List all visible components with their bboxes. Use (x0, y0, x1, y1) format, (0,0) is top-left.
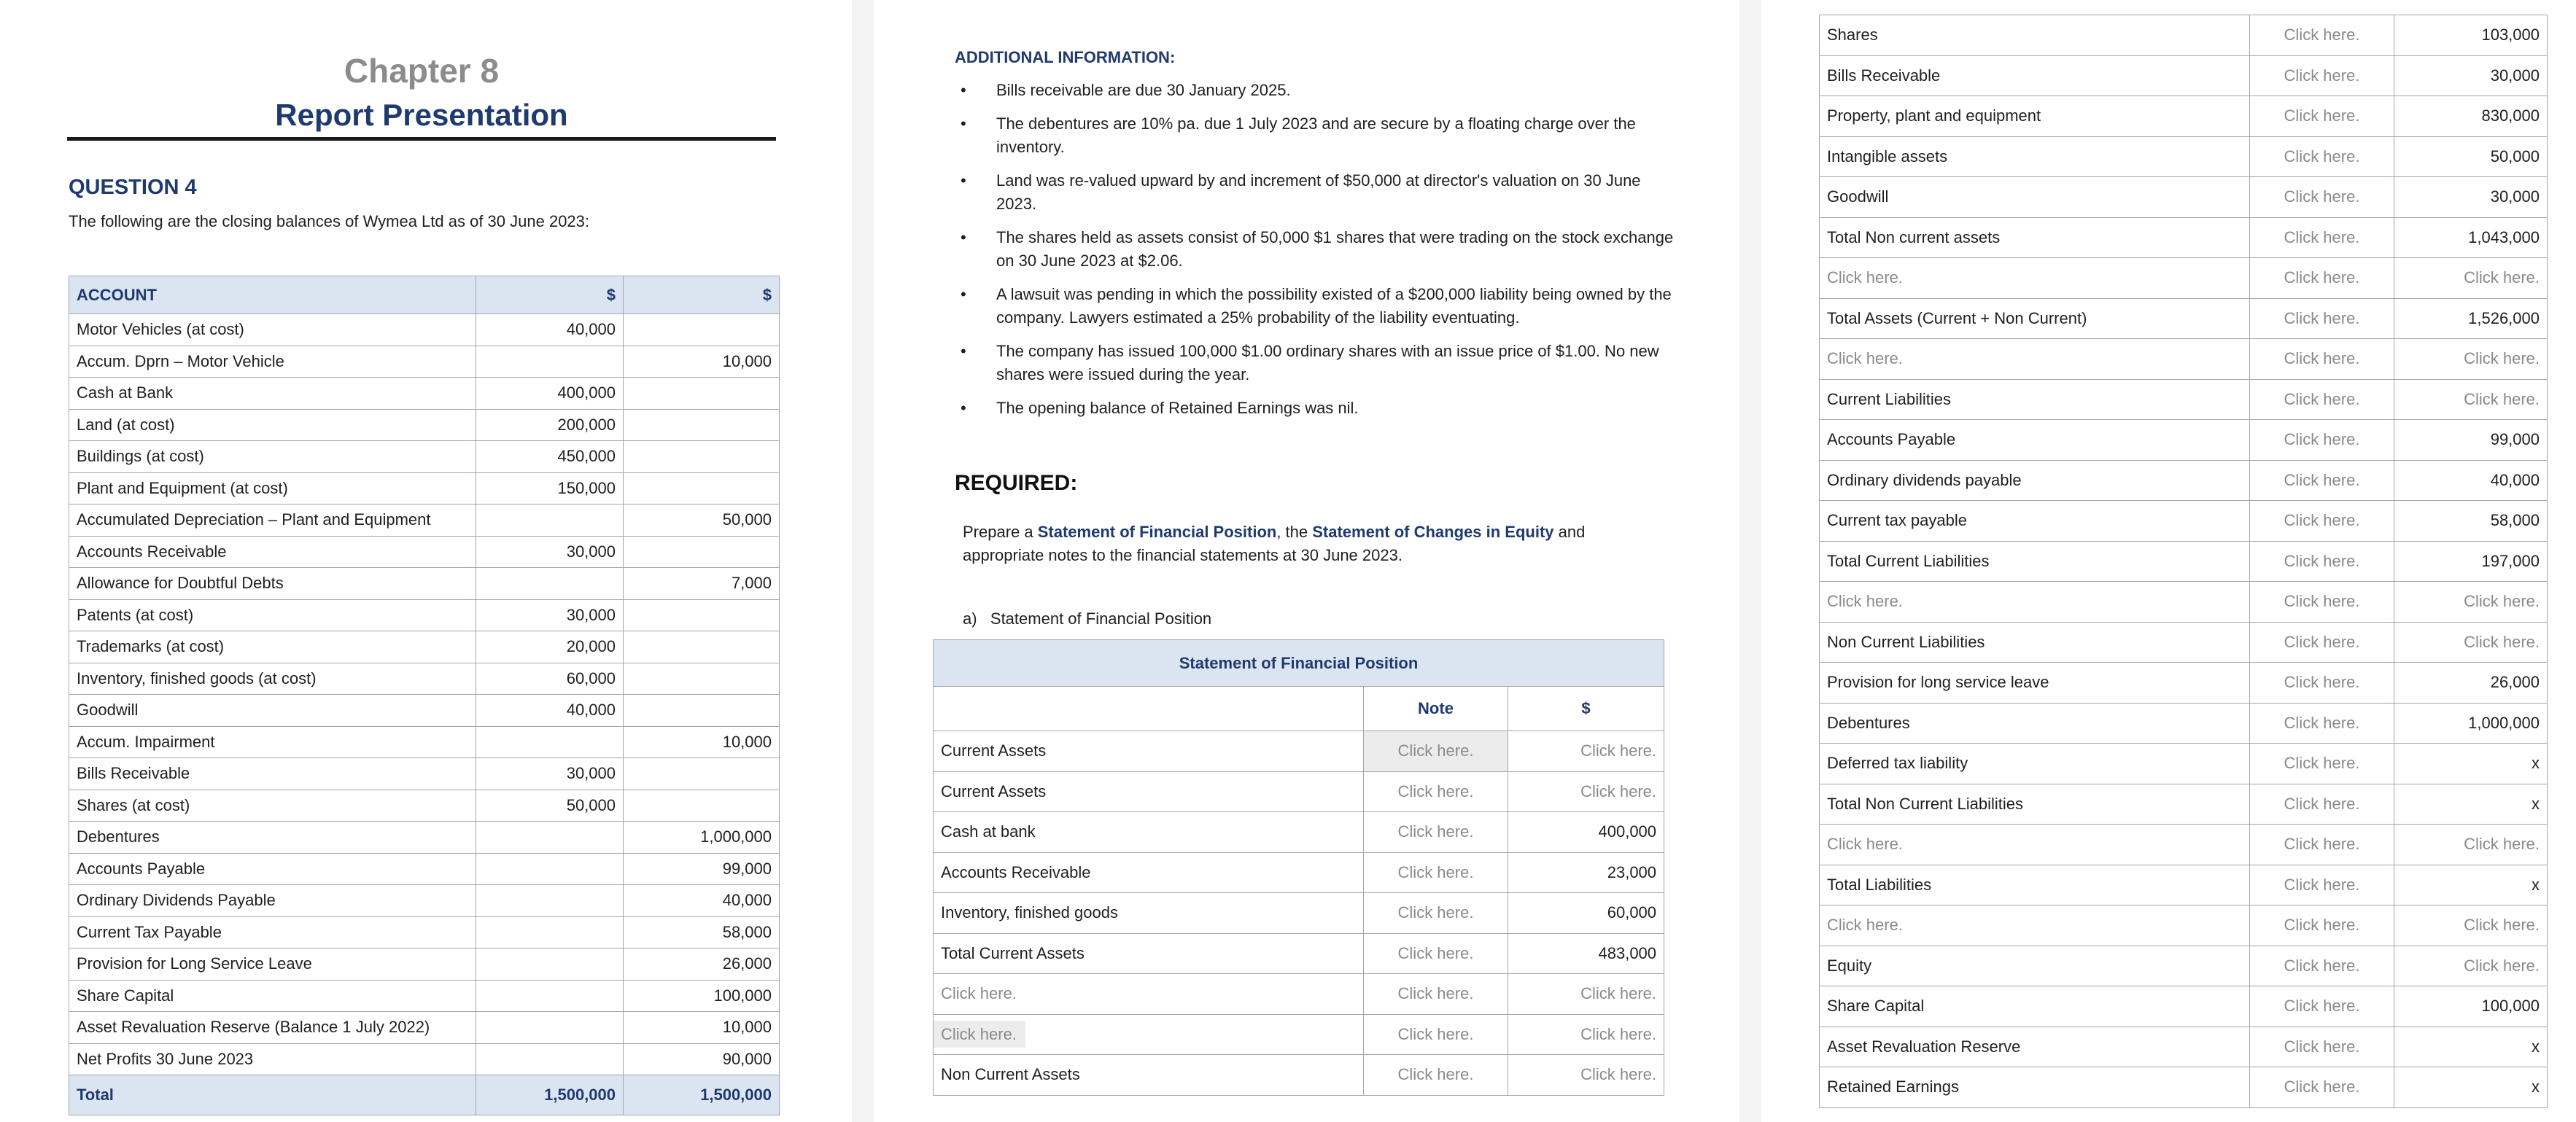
note-placeholder[interactable]: Click here. (2250, 460, 2394, 501)
table-row (69, 409, 780, 441)
line-item-label: Total Non current assets (1820, 217, 2250, 258)
debit-amount: 60,000 (476, 663, 624, 695)
account-name: Shares (at cost) (69, 790, 476, 822)
account-name: Allowance for Doubtful Debts (69, 568, 476, 600)
line-item-amount: 100,000 (2394, 986, 2548, 1027)
table-row (934, 731, 1664, 772)
credit-amount: 7,000 (624, 568, 780, 600)
line-item-label: Total Assets (Current + Non Current) (1820, 298, 2250, 339)
bullet-icon: • (961, 342, 966, 360)
note-placeholder[interactable]: Click here. (2250, 339, 2394, 380)
credit-amount (624, 599, 780, 631)
bullet-icon: • (961, 285, 966, 303)
line-item-label: Cash at bank (934, 812, 1364, 853)
note-placeholder[interactable]: Click here. (2250, 703, 2394, 744)
note-placeholder[interactable]: Click here. (2250, 501, 2394, 542)
note-placeholder[interactable]: Click here. (2250, 784, 2394, 825)
table-row (69, 631, 780, 663)
debit-amount: 30,000 (476, 599, 624, 631)
amount-placeholder[interactable]: Click here. (2394, 258, 2548, 299)
line-item-label: Share Capital (1820, 986, 2250, 1027)
note-placeholder[interactable]: Click here. (1364, 812, 1508, 853)
line-item-label: Intangible assets (1820, 136, 2250, 177)
line-item-label: Bills Receivable (1820, 55, 2250, 96)
credit-amount (624, 472, 780, 504)
note-placeholder[interactable]: Click here. (2250, 1026, 2394, 1067)
table-row (1820, 865, 2548, 905)
line-item-label: Current Assets (934, 731, 1364, 772)
amount-placeholder[interactable]: Click here. (1508, 771, 1664, 812)
table-row (1820, 744, 2548, 784)
table-row (69, 790, 780, 822)
note-placeholder[interactable]: Click here. (2250, 541, 2394, 582)
account-name: Trademarks (at cost) (69, 631, 476, 663)
credit-amount (624, 441, 780, 473)
trial-balance-table (69, 276, 780, 1115)
table-row (1820, 501, 2548, 542)
line-item-label: Ordinary dividends payable (1820, 460, 2250, 501)
account-name: Buildings (at cost) (69, 441, 476, 473)
required-text-pre: Prepare a (963, 523, 1038, 541)
line-item-amount: 23,000 (1508, 852, 1664, 893)
label-placeholder-cell[interactable] (934, 1014, 1364, 1055)
sfp-col-amount: $ (1508, 687, 1664, 731)
table-row (1820, 339, 2548, 380)
credit-amount: 58,000 (624, 916, 780, 948)
line-item-label: Current tax payable (1820, 501, 2250, 542)
credit-amount (624, 378, 780, 410)
total-credit: 1,500,000 (624, 1075, 780, 1115)
required-text-post: and appropriate notes to the financial statements at 30 June 2023. (963, 523, 1586, 564)
table-row (69, 726, 780, 758)
note-placeholder[interactable]: Click here. (2250, 582, 2394, 623)
sfp-col-blank (934, 687, 1364, 731)
info-text: The company has issued 100,000 $1.00 ordinary shares with an issue price of $1.00. No new shares were issued during the year. (996, 342, 1659, 383)
sfp-continued-table (1819, 15, 2548, 1108)
credit-amount: 90,000 (624, 1043, 780, 1075)
line-item-label: Deferred tax liability (1820, 744, 2250, 784)
line-item-label: Accounts Payable (1820, 420, 2250, 461)
table-row (69, 314, 780, 346)
table-row (69, 568, 780, 600)
credit-amount (624, 536, 780, 568)
label-placeholder[interactable]: Click here. (934, 1021, 1025, 1048)
table-row (1820, 258, 2548, 299)
line-item-label: Current Assets (934, 771, 1364, 812)
bullet-icon: • (961, 171, 966, 190)
credit-amount (624, 409, 780, 441)
line-item-amount: 1,526,000 (2394, 298, 2548, 339)
line-item-label: Non Current Assets (934, 1055, 1364, 1096)
line-item-amount: 30,000 (2394, 55, 2548, 96)
table-row (1820, 582, 2548, 623)
line-item-amount: 40,000 (2394, 460, 2548, 501)
table-row (69, 441, 780, 473)
credit-amount (624, 631, 780, 663)
line-item-amount: x (2394, 865, 2548, 905)
line-item-amount: 99,000 (2394, 420, 2548, 461)
table-row (1820, 136, 2548, 177)
line-item-label: Total Liabilities (1820, 865, 2250, 905)
list-item (955, 226, 1684, 273)
table-row (934, 974, 1664, 1015)
note-placeholder[interactable]: Click here. (1364, 933, 1508, 974)
amount-placeholder[interactable]: Click here. (2394, 339, 2548, 380)
line-item-label: Goodwill (1820, 177, 2250, 218)
amount-placeholder[interactable]: Click here. (2394, 905, 2548, 946)
table-row (1820, 177, 2548, 218)
table-row (69, 346, 780, 378)
amount-placeholder[interactable]: Click here. (2394, 622, 2548, 663)
credit-amount: 99,000 (624, 853, 780, 885)
note-placeholder[interactable]: Click here. (2250, 55, 2394, 96)
debit-amount: 400,000 (476, 378, 624, 410)
line-item-amount: 60,000 (1508, 893, 1664, 934)
credit-amount (624, 663, 780, 695)
account-name: Inventory, finished goods (at cost) (69, 663, 476, 695)
account-name: Cash at Bank (69, 378, 476, 410)
info-text: The shares held as assets consist of 50,000 $1 shares that were trading on the stock exchange on 30 June 2023 at $2.06. (996, 228, 1674, 270)
list-item (955, 340, 1684, 386)
list-item (955, 112, 1684, 159)
debit-amount: 200,000 (476, 409, 624, 441)
note-placeholder[interactable]: Click here. (2250, 217, 2394, 258)
note-placeholder[interactable]: Click here. (2250, 744, 2394, 784)
table-row (1820, 96, 2548, 137)
report-title: Report Presentation (275, 98, 568, 132)
account-name: Motor Vehicles (at cost) (69, 314, 476, 346)
debit-amount: 40,000 (476, 695, 624, 727)
sfp-col-note: Note (1364, 687, 1508, 731)
line-item-amount: 1,000,000 (2394, 703, 2548, 744)
debit-amount (476, 948, 624, 981)
account-name: Current Tax Payable (69, 916, 476, 948)
table-row (1820, 460, 2548, 501)
line-item-amount: x (2394, 1026, 2548, 1067)
label-placeholder[interactable]: Click here. (1820, 825, 2250, 865)
line-item-amount: 103,000 (2394, 15, 2548, 56)
note-placeholder[interactable]: Click here. (2250, 258, 2394, 299)
table-row (1820, 703, 2548, 744)
bullet-icon: • (961, 81, 966, 99)
line-item-amount: 1,043,000 (2394, 217, 2548, 258)
table-row (934, 1014, 1664, 1055)
info-text: Bills receivable are due 30 January 2025. (996, 81, 1291, 99)
line-item-label: Equity (1820, 946, 2250, 986)
line-item-amount: 26,000 (2394, 663, 2548, 704)
table-row (934, 933, 1664, 974)
debit-amount (476, 1012, 624, 1044)
credit-amount: 10,000 (624, 1012, 780, 1044)
list-item (955, 79, 1684, 102)
table-row (69, 853, 780, 885)
account-name: Accum. Impairment (69, 726, 476, 758)
table-row (69, 1012, 780, 1044)
debit-amount (476, 885, 624, 917)
note-placeholder[interactable]: Click here. (2250, 15, 2394, 56)
table-row (69, 599, 780, 631)
debit-amount (476, 1043, 624, 1075)
total-label: Total (69, 1075, 476, 1115)
amount-placeholder[interactable]: Click here. (2394, 825, 2548, 865)
table-row (934, 771, 1664, 812)
note-placeholder[interactable]: Click here. (1364, 893, 1508, 934)
debit-amount (476, 346, 624, 378)
sfp-column-header-row (934, 687, 1664, 731)
table-row (69, 822, 780, 854)
note-placeholder[interactable]: Click here. (2250, 946, 2394, 986)
info-text: The opening balance of Retained Earnings was nil. (996, 399, 1359, 417)
account-name: Ordinary Dividends Payable (69, 885, 476, 917)
debit-amount (476, 980, 624, 1012)
debit-amount: 40,000 (476, 314, 624, 346)
account-name: Share Capital (69, 980, 476, 1012)
list-item (955, 283, 1684, 330)
table-row (1820, 784, 2548, 825)
note-placeholder[interactable]: Click here. (2250, 986, 2394, 1027)
debit-amount: 450,000 (476, 441, 624, 473)
table-row (1820, 298, 2548, 339)
table-row (1820, 15, 2548, 56)
table-row (1820, 622, 2548, 663)
note-placeholder[interactable]: Click here. (2250, 663, 2394, 704)
table-row (69, 1043, 780, 1075)
account-name: Accounts Receivable (69, 536, 476, 568)
header-credit: $ (624, 276, 780, 314)
note-placeholder[interactable]: Click here. (2250, 298, 2394, 339)
label-placeholder[interactable]: Click here. (1820, 339, 2250, 380)
required-sce: Statement of Changes in Equity (1312, 523, 1554, 541)
debit-amount (476, 568, 624, 600)
label-placeholder[interactable]: Click here. (1820, 258, 2250, 299)
credit-amount: 100,000 (624, 980, 780, 1012)
table-row (1820, 420, 2548, 461)
table-row (934, 1055, 1664, 1096)
list-item (955, 169, 1684, 216)
table-row (1820, 663, 2548, 704)
bullet-icon: • (961, 399, 966, 417)
line-item-amount: 50,000 (2394, 136, 2548, 177)
table-row (1820, 379, 2548, 420)
info-text: Land was re-valued upward by and increment of $50,000 at director's valuation on 30 June 2023. (996, 171, 1641, 213)
line-item-amount: 58,000 (2394, 501, 2548, 542)
amount-placeholder[interactable]: Click here. (2394, 582, 2548, 623)
table-row (69, 663, 780, 695)
account-name: Accum. Dprn – Motor Vehicle (69, 346, 476, 378)
note-placeholder[interactable]: Click here. (1364, 852, 1508, 893)
required-heading: REQUIRED: (955, 471, 1078, 495)
label-placeholder[interactable]: Click here. (1820, 582, 2250, 623)
amount-placeholder[interactable]: Click here. (1508, 1055, 1664, 1096)
line-item-label: Shares (1820, 15, 2250, 56)
note-placeholder[interactable]: Click here. (1364, 731, 1508, 772)
table-row (1820, 1067, 2548, 1108)
debit-amount: 50,000 (476, 790, 624, 822)
amount-placeholder[interactable]: Click here. (1508, 974, 1664, 1015)
note-placeholder[interactable]: Click here. (2250, 905, 2394, 946)
credit-amount: 50,000 (624, 504, 780, 537)
line-item-label: Non Current Liabilities (1820, 622, 2250, 663)
line-item-label: Inventory, finished goods (934, 893, 1364, 934)
note-placeholder[interactable]: Click here. (2250, 420, 2394, 461)
credit-amount (624, 695, 780, 727)
credit-amount: 1,000,000 (624, 822, 780, 854)
account-name: Debentures (69, 822, 476, 854)
account-name: Net Profits 30 June 2023 (69, 1043, 476, 1075)
line-item-label: Current Liabilities (1820, 379, 2250, 420)
line-item-label: Provision for long service leave (1820, 663, 2250, 704)
table-row (69, 536, 780, 568)
table-row (69, 885, 780, 917)
total-debit: 1,500,000 (476, 1075, 624, 1115)
sfp-table (933, 639, 1664, 1096)
table-row (1820, 541, 2548, 582)
line-item-amount: x (2394, 784, 2548, 825)
credit-amount (624, 790, 780, 822)
table-row (69, 472, 780, 504)
info-text: The debentures are 10% pa. due 1 July 2023 and are secure by a floating charge over the inventory. (996, 114, 1636, 156)
account-name: Goodwill (69, 695, 476, 727)
header-debit: $ (476, 276, 624, 314)
line-item-label: Property, plant and equipment (1820, 96, 2250, 137)
amount-placeholder[interactable]: Click here. (2394, 946, 2548, 986)
bullet-icon: • (961, 114, 966, 133)
sfp-caption: Statement of Financial Position (934, 640, 1664, 687)
account-name: Patents (at cost) (69, 599, 476, 631)
bullet-icon: • (961, 228, 966, 246)
debit-amount: 20,000 (476, 631, 624, 663)
line-item-amount: 197,000 (2394, 541, 2548, 582)
note-placeholder[interactable]: Click here. (1364, 1014, 1508, 1055)
table-row (934, 852, 1664, 893)
additional-info-heading: ADDITIONAL INFORMATION: (955, 48, 1176, 66)
table-row (934, 893, 1664, 934)
table-row (1820, 825, 2548, 865)
amount-placeholder[interactable]: Click here. (2394, 379, 2548, 420)
account-name: Provision for Long Service Leave (69, 948, 476, 981)
account-name: Asset Revaluation Reserve (Balance 1 July 2022) (69, 1012, 476, 1044)
debit-amount (476, 916, 624, 948)
title-divider (67, 137, 776, 141)
additional-info-list (955, 79, 1684, 430)
account-name: Accumulated Depreciation – Plant and Equipment (69, 504, 476, 537)
table-row (69, 948, 780, 981)
debit-amount: 150,000 (476, 472, 624, 504)
account-name: Land (at cost) (69, 409, 476, 441)
account-name: Plant and Equipment (at cost) (69, 472, 476, 504)
credit-amount: 40,000 (624, 885, 780, 917)
required-sfp: Statement of Financial Position (1037, 523, 1277, 541)
table-row (69, 758, 780, 790)
line-item-amount: x (2394, 1067, 2548, 1108)
note-placeholder[interactable]: Click here. (1364, 1055, 1508, 1096)
debit-amount: 30,000 (476, 758, 624, 790)
note-placeholder[interactable]: Click here. (2250, 1067, 2394, 1108)
table-row (1820, 986, 2548, 1027)
total-row (69, 1075, 780, 1115)
credit-amount: 26,000 (624, 948, 780, 981)
account-name: Bills Receivable (69, 758, 476, 790)
amount-placeholder[interactable]: Click here. (1508, 1014, 1664, 1055)
table-row (69, 695, 780, 727)
line-item-amount: 483,000 (1508, 933, 1664, 974)
required-text (963, 521, 1619, 567)
table-row (69, 916, 780, 948)
required-text-mid: , the (1276, 523, 1313, 541)
line-item-amount: x (2394, 744, 2548, 784)
intro-text: The following are the closing balances of Wymea Ltd as of 30 June 2023: (69, 212, 590, 230)
debit-amount (476, 726, 624, 758)
note-placeholder[interactable]: Click here. (1364, 771, 1508, 812)
table-row (934, 812, 1664, 853)
note-placeholder[interactable]: Click here. (2250, 379, 2394, 420)
line-item-amount: 30,000 (2394, 177, 2548, 218)
line-item-label: Accounts Receivable (934, 852, 1364, 893)
credit-amount (624, 758, 780, 790)
note-placeholder[interactable]: Click here. (2250, 622, 2394, 663)
line-item-label: Retained Earnings (1820, 1067, 2250, 1108)
line-item-amount: 830,000 (2394, 96, 2548, 137)
debit-amount (476, 822, 624, 854)
credit-amount: 10,000 (624, 726, 780, 758)
table-row (69, 378, 780, 410)
note-placeholder[interactable]: Click here. (1364, 974, 1508, 1015)
note-placeholder[interactable]: Click here. (2250, 96, 2394, 137)
debit-amount (476, 853, 624, 885)
question-heading: QUESTION 4 (69, 176, 197, 199)
header-account: ACCOUNT (69, 276, 476, 314)
line-item-amount: 400,000 (1508, 812, 1664, 853)
line-item-label: Asset Revaluation Reserve (1820, 1026, 2250, 1067)
table-row (1820, 55, 2548, 96)
note-placeholder[interactable]: Click here. (2250, 865, 2394, 905)
line-item-label: Total Non Current Liabilities (1820, 784, 2250, 825)
note-placeholder[interactable]: Click here. (2250, 136, 2394, 177)
table-row (1820, 217, 2548, 258)
table-row (1820, 905, 2548, 946)
table-row (1820, 946, 2548, 986)
part-a-label: a) Statement of Financial Position (963, 609, 1212, 628)
note-placeholder[interactable]: Click here. (2250, 825, 2394, 865)
amount-placeholder[interactable]: Click here. (1508, 731, 1664, 772)
debit-amount: 30,000 (476, 536, 624, 568)
table-row (1820, 1026, 2548, 1067)
line-item-label: Debentures (1820, 703, 2250, 744)
info-text: A lawsuit was pending in which the possibility existed of a $200,000 liability being owned by the company. Lawyers estimated a 25% probability of the liability eventuating. (996, 285, 1672, 327)
label-placeholder[interactable]: Click here. (934, 974, 1364, 1015)
label-placeholder[interactable]: Click here. (1820, 905, 2250, 946)
debit-amount (476, 504, 624, 537)
line-item-label: Total Current Assets (934, 933, 1364, 974)
credit-amount: 10,000 (624, 346, 780, 378)
account-name: Accounts Payable (69, 853, 476, 885)
table-row (69, 504, 780, 537)
chapter-heading: Chapter 8 (344, 52, 500, 90)
list-item (955, 397, 1684, 420)
note-placeholder[interactable]: Click here. (2250, 177, 2394, 218)
trial-balance-header-row (69, 276, 780, 314)
line-item-label: Total Current Liabilities (1820, 541, 2250, 582)
table-row (69, 980, 780, 1012)
sfp-caption-row (934, 640, 1664, 687)
credit-amount (624, 314, 780, 346)
